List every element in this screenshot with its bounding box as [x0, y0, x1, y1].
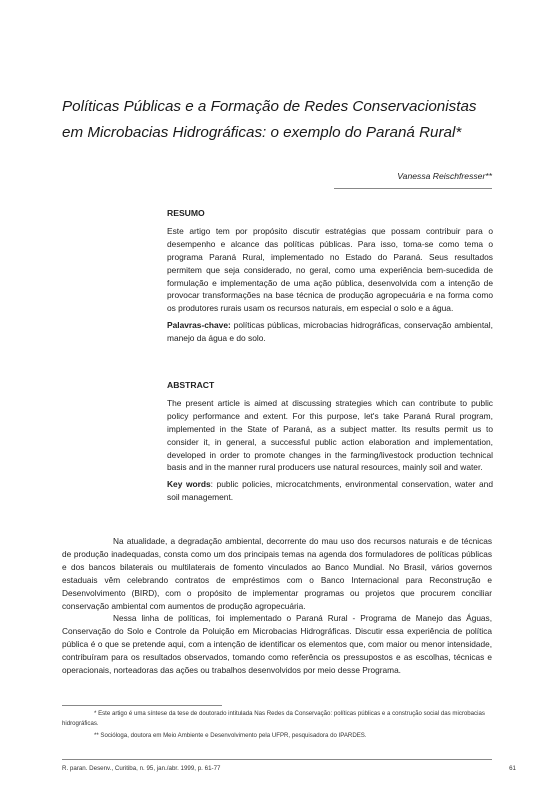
title-line-1: Políticas Públicas e a Formação de Redes Conservacionistas	[62, 98, 477, 115]
resumo-keywords-label: Palavras-chave:	[167, 320, 231, 331]
footer-citation: R. paran. Desenv., Curitiba, n. 95, jan./abr. 1999, p. 61-77	[62, 765, 221, 772]
author-name: Vanessa Reischfresser**	[397, 171, 492, 181]
body-paragraph-2: Nessa linha de políticas, foi implementado o Paraná Rural - Programa de Manejo das Águas, Conservação do Solo e Controle da Poluição em Microbacias Hidrográficas. Discutir essa experiência de política pública é o que se pretende aqui, com a intenção de identificar os elementos que, com maior ou menor intensidade, contribuíram para os resultados observados, tomando como referência os pressupostos e as escolhas, técnicas e operacionais, norteadoras das ações ou trabalhos desenvolvidos por meio desse Programa.	[62, 613, 492, 676]
footnote-1: * Este artigo é uma síntese da tese de doutorado intitulada Nas Redes da Conservação: políticas públicas e a construção social das microbacias hidrográficas.	[62, 710, 485, 727]
resumo-section	[167, 207, 493, 345]
abstract-text: The present article is aimed at discussing strategies which can contribute to public policy performance and extent. For this purpose, let's take Paraná Rural program, implemented in the State of Paraná, as a subject matter. Its results permit us to consider it, in general, a successful public action elaboration and implementation, developed in order to promote changes in the farming/livestock production technical basis and in the manner rural producers use natural resources, mainly soil and water.	[167, 397, 493, 473]
abstract-heading: ABSTRACT	[167, 380, 215, 390]
abstract-keywords	[167, 478, 493, 504]
abstract-keywords-text: : public policies, microcatchments, environmental conservation, water and soil management.	[167, 479, 493, 503]
footnotes	[62, 709, 492, 741]
article-title	[62, 94, 512, 146]
page-number: 61	[509, 765, 516, 772]
resumo-text: Este artigo tem por propósito discutir estratégias que possam contribuir para o desempenho e alcance das políticas públicas. Para isso, toma-se como tema o programa Paraná Rural, implementado no Estado do Paraná. Seus resultados permitem que seja considerado, no geral, como uma experiência bem-sucedida de formulação e implementação de uma ação pública, desenvolvida com a intenção de provocar transformações na base técnica de produção agropecuária e na forma como os produtores rurais usam os recursos naturais, em especial o solo e a água.	[167, 225, 493, 314]
resumo-heading: RESUMO	[167, 208, 205, 218]
author-divider	[334, 188, 492, 189]
footnote-divider	[62, 705, 222, 706]
resumo-keywords	[167, 319, 493, 345]
abstract-keywords-label: Key words	[167, 479, 211, 490]
footnote-2: ** Socióloga, doutora em Meio Ambiente e Desenvolvimento pela UFPR, pesquisadora do IPARDES.	[94, 732, 367, 739]
body-text	[62, 535, 492, 677]
abstract-section	[167, 379, 493, 504]
footer-divider	[62, 759, 492, 760]
title-line-2: em Microbacias Hidrográficas: o exemplo do Paraná Rural*	[62, 124, 462, 141]
body-paragraph-1: Na atualidade, a degradação ambiental, decorrente do mau uso dos recursos naturais e de técnicas de produção inadequadas, consta como um dos principais temas na agenda dos formuladores de políticas públicas e dos bancos bilaterais ou multilaterais de fomento vinculados ao Banco Mundial. No Brasil, vários governos estaduais vêm celebrando contratos de empréstimos com o Banco Internacional para Reconstrução e Desenvolvimento (BIRD), com o propósito de implementar programas ou projetos que procurem conciliar conservação ambiental com aumentos de produção agropecuária.	[62, 536, 492, 611]
resumo-keywords-text: políticas públicas, microbacias hidrográficas, conservação ambiental, manejo da água e do solo.	[167, 320, 493, 344]
